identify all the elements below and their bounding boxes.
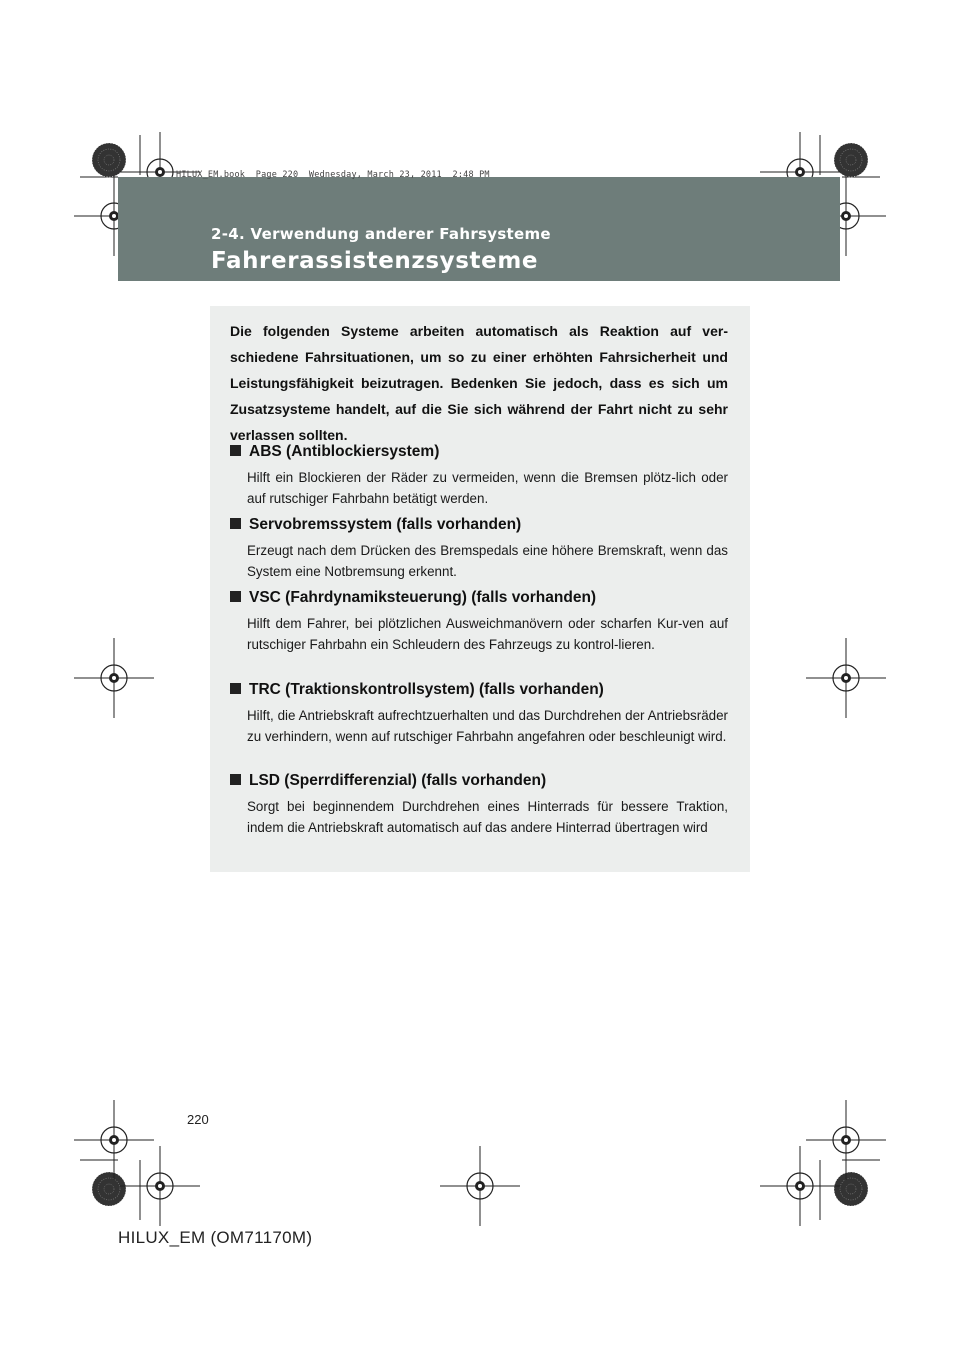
square-bullet-icon <box>230 774 241 785</box>
registration-crosshair-icon <box>74 638 154 718</box>
manual-code: HILUX_EM (OM71170M) <box>118 1228 313 1247</box>
registration-star-icon <box>92 1172 126 1206</box>
intro-paragraph: Die folgenden Systeme arbeiten automatisch als Reaktion auf ver-schiedene Fahrsituationen, um so zu einer erhöhten Fahrsicherheit und Leistungsfähigkeit beizutragen. Bedenken Sie jedoch, dass es sich um Zusatzsysteme handelt, auf die Sie sich während der Fahrt nicht zu sehr verlassen sollten. <box>230 323 728 443</box>
section-text: Hilft dem Fahrer, bei plötzlichen Ausweichmanövern oder scharfen Kur-ven auf rutschiger Fahrbahn ein Schleudern des Fahrzeugs zu kontrol-lieren. <box>247 616 728 652</box>
section-heading: TRC (Traktionskontrollsystem) (falls vorhanden) <box>230 680 728 700</box>
registration-crosshair-icon <box>760 1146 840 1226</box>
section-label: 2-4. Verwendung anderer Fahrsysteme <box>211 225 551 243</box>
registration-star-icon <box>834 1172 868 1206</box>
square-bullet-icon <box>230 518 241 529</box>
section-text: Hilft, die Antriebskraft aufrechtzuerhalten und das Durchdrehen der Antriebsräder zu verhindern, wenn auf rutschiger Fahrbahn angefahren oder beschleunigt wird. <box>247 708 728 744</box>
registration-crosshair-icon <box>440 1146 520 1226</box>
page-title: Fahrerassistenzsysteme <box>211 248 539 274</box>
file-stamp: HILUX_EM.book Page 220 Wednesday, March 23, 2011 2:48 PM <box>176 170 490 180</box>
square-bullet-icon <box>230 683 241 694</box>
section-trc <box>230 680 728 747</box>
section-text: Erzeugt nach dem Drücken des Bremspedals eine höhere Bremskraft, wenn das System eine Notbremsung erkennt. <box>247 543 728 579</box>
registration-crosshair-icon <box>806 1100 886 1180</box>
section-heading: Servobremssystem (falls vorhanden) <box>230 515 728 535</box>
registration-crosshair-icon <box>806 638 886 718</box>
section-text: Hilft ein Blockieren der Räder zu vermeiden, wenn die Bremsen plötz-lich oder auf rutschiger Fahrbahn betätigt werden. <box>247 470 728 506</box>
square-bullet-icon <box>230 445 241 456</box>
registration-crosshair-icon <box>74 1100 154 1180</box>
section-lsd <box>230 771 728 838</box>
section-heading: LSD (Sperrdifferenzial) (falls vorhanden) <box>230 771 728 791</box>
section-text: Sorgt bei beginnendem Durchdrehen eines Hinterrads für bessere Traktion, indem die Antriebskraft automatisch auf das andere Hinterrad übertragen wird <box>247 799 728 835</box>
section-vsc <box>230 588 728 655</box>
section-heading: VSC (Fahrdynamiksteuerung) (falls vorhanden) <box>230 588 728 608</box>
section-servobrems <box>230 515 728 582</box>
section-abs <box>230 442 728 509</box>
square-bullet-icon <box>230 591 241 602</box>
registration-crosshair-icon <box>120 1146 200 1226</box>
section-heading: ABS (Antiblockiersystem) <box>230 442 728 462</box>
page-number: 220 <box>187 1112 209 1127</box>
